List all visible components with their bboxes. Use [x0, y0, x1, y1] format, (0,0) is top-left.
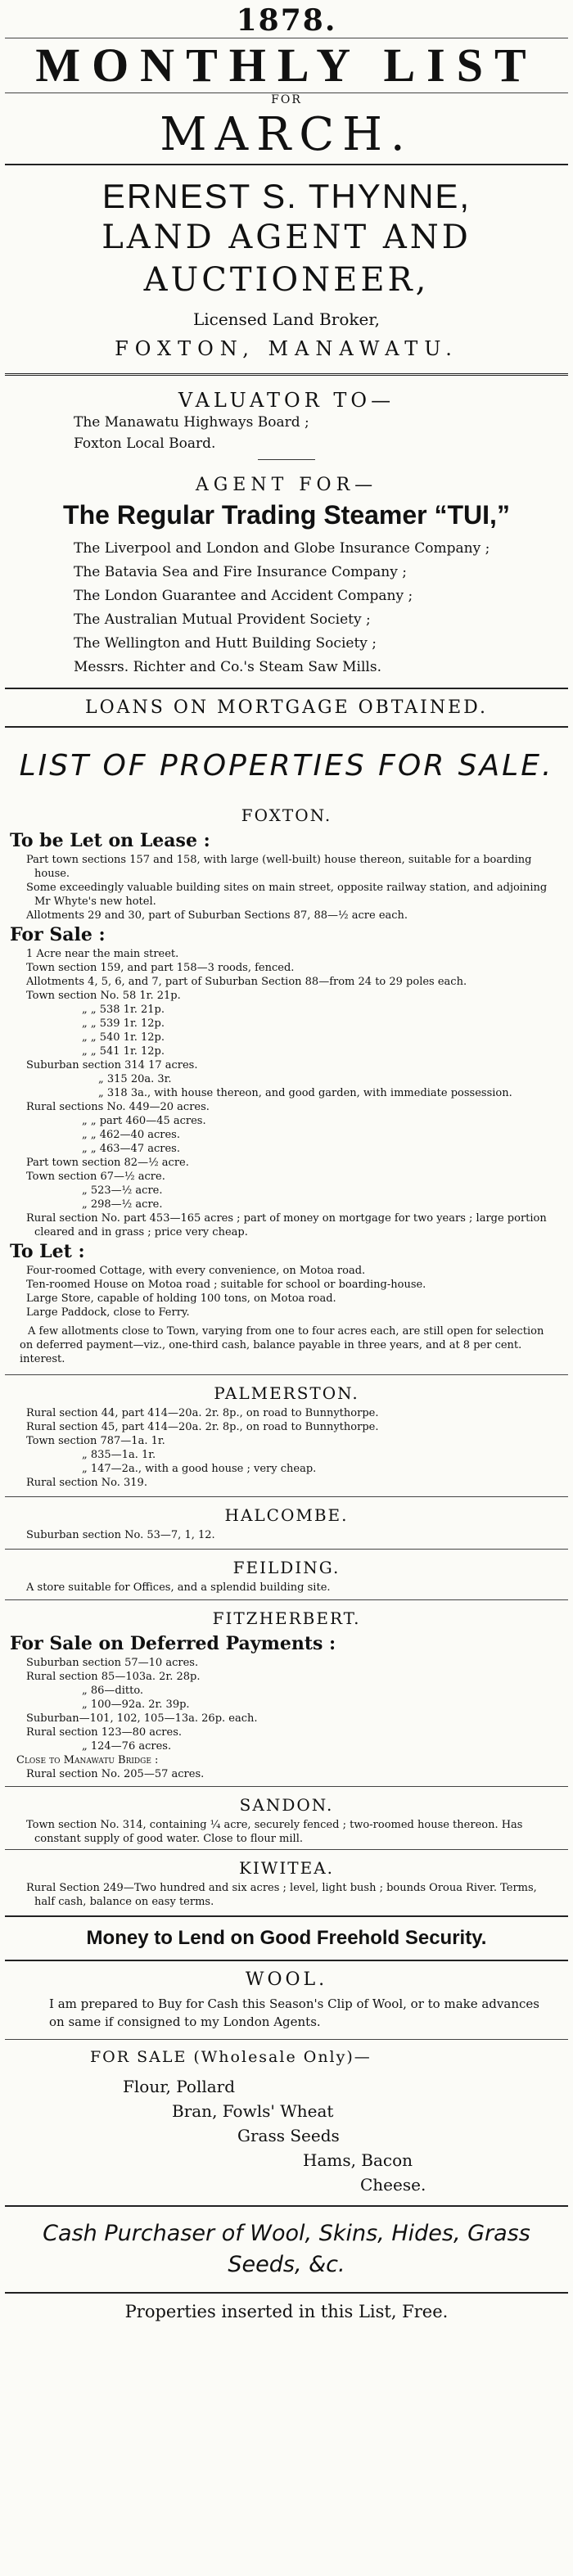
wholesale-list	[0, 2074, 573, 2197]
agent-title: LAND AGENT AND AUCTIONEER,	[102, 219, 471, 299]
loans-banner: LOANS ON MORTGAGE OBTAINED.	[84, 697, 489, 718]
list-item: Town section 159, and part 158—3 roods, fenced.	[26, 962, 295, 974]
town-heading-feilding: FEILDING.	[232, 1558, 341, 1577]
list-item: „ 315 20a. 3r.	[98, 1073, 172, 1085]
list-item: „ „ 538 1r. 21p.	[82, 1004, 165, 1016]
company-item: The Liverpool and London and Globe Insurance Company ;	[74, 540, 490, 557]
list-item: Rural Section 249—Two hundred and six acres ; level, light bush ; bounds Oroua River. Terms, half cash, balance on easy terms.	[26, 1882, 537, 1908]
list-item: „ „ 541 1r. 12p.	[82, 1045, 165, 1058]
company-list	[0, 537, 573, 679]
steamer-name: The Regular Trading Steamer “TUI,”	[63, 500, 510, 530]
deferred-heading: For Sale on Deferred Payments :	[10, 1633, 336, 1654]
company-item: The Batavia Sea and Fire Insurance Company ;	[74, 564, 407, 580]
town-heading-kiwitea: KIWITEA.	[238, 1858, 335, 1878]
list-item: „ 147—2a., with a good house ; very cheap.	[82, 1463, 317, 1475]
list-item: Town section No. 58 1r. 21p.	[26, 990, 181, 1002]
wool-text: I am prepared to Buy for Cash this Season's Clip of Wool, or to make advances on same if consigned to my London Agents.	[49, 1996, 539, 2029]
list-item: Rural section 85—103a. 2r. 28p.	[26, 1671, 201, 1683]
list-item: Town section 787—1a. 1r.	[26, 1435, 165, 1447]
list-item: Large Store, capable of holding 100 tons, on Motoa road.	[26, 1293, 336, 1305]
wholesale-item: Grass Seeds	[237, 2126, 340, 2145]
list-item: Suburban section 314 17 acres.	[26, 1059, 198, 1071]
wholesale-item: Cheese.	[360, 2175, 426, 2195]
town-heading-halcombe: HALCOMBE.	[224, 1505, 349, 1525]
list-heading: LIST OF PROPERTIES FOR SALE.	[19, 749, 554, 783]
list-item: „ 86—ditto.	[82, 1685, 144, 1697]
list-item: „ 124—76 acres.	[82, 1740, 172, 1753]
list-subheading: Close to Manawatu Bridge :	[16, 1754, 159, 1766]
list-item: Allotments 4, 5, 6, and 7, part of Suburban Section 88—from 24 to 29 poles each.	[26, 976, 467, 988]
list-item: Allotments 29 and 30, part of Suburban Sections 87, 88—½ acre each.	[26, 909, 408, 922]
list-item: „ „ 540 1r. 12p.	[82, 1031, 165, 1044]
list-item: Suburban section No. 53—7, 1, 12.	[26, 1529, 215, 1541]
list-item: „ 835—1a. 1r.	[82, 1449, 156, 1461]
list-item: „ „ 462—40 acres.	[82, 1129, 180, 1141]
wholesale-item: Bran, Fowls' Wheat	[172, 2101, 334, 2121]
list-item: Part town sections 157 and 158, with large (well-built) house thereon, suitable for a boarding house.	[26, 854, 532, 880]
list-item: Part town section 82—½ acre.	[26, 1157, 189, 1169]
agent-address: FOXTON, MANAWATU.	[115, 337, 458, 360]
list-item: 1 Acre near the main street.	[26, 948, 179, 960]
sale-heading: For Sale :	[10, 924, 106, 945]
list-item: Rural section 123—80 acres.	[26, 1726, 183, 1739]
valuator-list	[0, 412, 573, 454]
agent-name: ERNEST S. THYNNE,	[102, 177, 471, 215]
list-item: Some exceedingly valuable building sites on main street, opposite railway station, and adjoining Mr Whyte's new hotel.	[26, 882, 548, 908]
list-item: Rural section 45, part 414—20a. 2r. 8p., on road to Bunnythorpe.	[26, 1421, 379, 1433]
list-item: A store suitable for Offices, and a splendid building site.	[26, 1581, 331, 1594]
list-item: Rural section No. part 453—165 acres ; part of money on mortgage for two years ; large portion cleared and in grass ; price very cheap.	[26, 1212, 547, 1238]
valuator-item: Foxton Local Board.	[74, 435, 216, 452]
list-item: Ten-roomed House on Motoa road ; suitable for school or boarding-house.	[26, 1279, 426, 1291]
town-heading-foxton: FOXTON.	[241, 805, 332, 825]
cash-purchaser: Cash Purchaser of Wool, Skins, Hides, Grass Seeds, &c.	[43, 2221, 530, 2277]
list-item: Suburban section 57—10 acres.	[26, 1657, 199, 1669]
list-item: Four-roomed Cottage, with every convenience, on Motoa road.	[26, 1265, 366, 1277]
company-item: The Wellington and Hutt Building Society ;	[74, 635, 377, 652]
let-heading: To Let :	[10, 1241, 85, 1262]
wholesale-heading: FOR SALE (Wholesale Only)—	[90, 2048, 372, 2066]
list-item: „ 100—92a. 2r. 39p.	[82, 1699, 190, 1711]
town-heading-sandon: SANDON.	[239, 1795, 334, 1815]
list-item: Suburban—101, 102, 105—13a. 26p. each.	[26, 1712, 258, 1725]
divider	[258, 459, 315, 460]
valuator-item: The Manawatu Highways Board ;	[74, 414, 309, 431]
town-heading-palmerston: PALMERSTON.	[214, 1383, 359, 1403]
money-to-lend: Money to Lend on Good Freehold Security.	[86, 1927, 487, 1949]
list-item: „ 318 3a., with house thereon, and good garden, with immediate possession.	[98, 1087, 512, 1099]
company-item: Messrs. Richter and Co.'s Steam Saw Mills.	[74, 659, 382, 675]
town-heading-fitzherbert: FITZHERBERT.	[212, 1608, 361, 1628]
company-item: The London Guarantee and Accident Company ;	[74, 588, 413, 604]
list-item: „ „ 463—47 acres.	[82, 1143, 180, 1155]
list-item: Rural section 44, part 414—20a. 2r. 8p., on road to Bunnythorpe.	[26, 1407, 379, 1419]
company-item: The Australian Mutual Provident Society ;	[74, 611, 371, 628]
deferred-payment-note: A few allotments close to Town, varying from one to four acres each, are still open for selection on deferred payment—viz., one-third cash, balance payable in three years, and at 8 per cent. interest.	[20, 1325, 544, 1365]
wholesale-item: Hams, Bacon	[303, 2150, 413, 2170]
valuator-heading: VALUATOR TO—	[178, 389, 395, 412]
licensed-label: Licensed Land Broker,	[192, 309, 381, 329]
list-item: Rural section No. 319.	[26, 1477, 147, 1489]
footer-note: Properties inserted in this List, Free.	[124, 2302, 449, 2321]
year: 1878.	[236, 3, 337, 38]
list-title: MONTHLY LIST	[35, 38, 538, 92]
list-item: „ „ part 460—45 acres.	[82, 1115, 206, 1127]
lease-heading: To be Let on Lease :	[10, 830, 210, 851]
wool-heading: WOOL.	[245, 1969, 328, 1990]
wholesale-item: Flour, Pollard	[123, 2077, 236, 2096]
list-item: „ „ 539 1r. 12p.	[82, 1017, 165, 1030]
list-item: Rural section No. 205—57 acres.	[26, 1768, 205, 1780]
list-item: „ 298—½ acre.	[82, 1198, 163, 1211]
month-title: MARCH.	[160, 108, 413, 161]
list-item: Town section 67—½ acre.	[26, 1171, 165, 1183]
for-label: FOR	[271, 93, 302, 106]
agent-for-heading: AGENT FOR—	[195, 475, 378, 495]
list-item: Large Paddock, close to Ferry.	[26, 1306, 190, 1319]
list-item: Rural sections No. 449—20 acres.	[26, 1101, 210, 1113]
list-item: „ 523—½ acre.	[82, 1184, 163, 1197]
list-item: Town section No. 314, containing ¼ acre, securely fenced ; two-roomed house thereon. Has constant supply of good water. Close to flour mill.	[26, 1819, 523, 1845]
